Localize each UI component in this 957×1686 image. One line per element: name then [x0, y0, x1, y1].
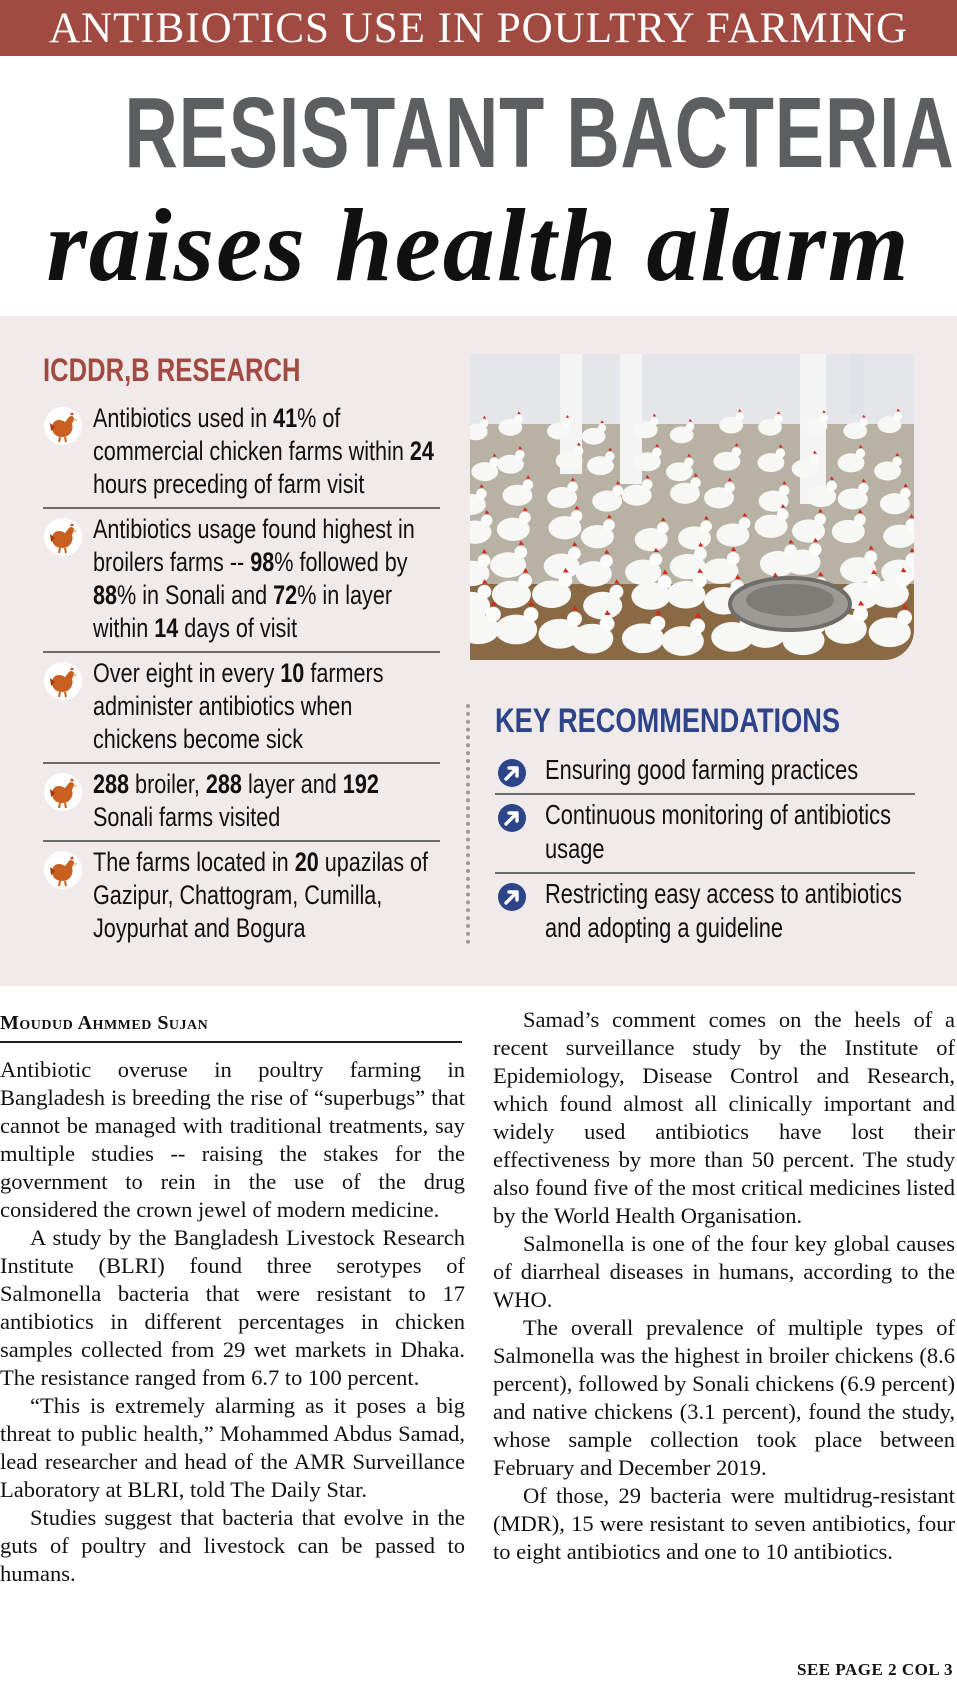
hen-icon: [43, 661, 83, 701]
research-figure: 288: [205, 769, 242, 799]
research-text-fragment: Sonali farms visited: [93, 802, 281, 832]
research-item-text: [93, 768, 437, 834]
research-figure: 192: [342, 769, 379, 799]
arrow-circle-icon: [497, 803, 527, 833]
research-text-fragment: % in Sonali and: [117, 580, 274, 610]
recommendations-title: KEY RECOMMENDATIONS: [495, 702, 841, 740]
research-text-fragment: % in layer within: [93, 580, 393, 643]
research-figure: 24: [409, 436, 434, 466]
kicker-banner: ANTIBIOTICS USE IN POULTRY FARMING: [0, 0, 957, 56]
research-text-fragment: The farms located in: [93, 847, 295, 877]
research-text-fragment: layer and: [241, 769, 343, 799]
research-item-text: [93, 657, 437, 756]
hen-icon: [43, 772, 83, 812]
article-paragraph: A study by the Bangladesh Livestock Research Institute (BLRI) found three serotypes of Salmonella bacteria that were resistant to 17 antibiotics in different percentages in chicken samples collected from 29 wet markets in Dhaka. The resistance ranged from 6.7 to 100 percent.: [0, 1225, 465, 1390]
byline: Moudud Ahmmed Sujan: [0, 1012, 462, 1043]
research-text-fragment: Antibiotics usage found highest in broilers farms --: [93, 514, 415, 577]
research-item: [43, 653, 440, 764]
article-paragraph: The overall prevalence of multiple types of Salmonella was the highest in broiler chickens (8.6 percent), followed by Sonali chickens (6.9 percent) and native chickens (3.1 percent), found the study, whose sample collection took place between February and December 2019.: [493, 1315, 955, 1480]
research-text-fragment: Antibiotics used in: [93, 403, 274, 433]
research-figure: 72: [273, 580, 298, 610]
research-text-fragment: % followed by: [274, 547, 408, 577]
research-figure: 98: [250, 547, 275, 577]
research-item: [43, 398, 440, 509]
research-figure: 20: [294, 847, 319, 877]
article-paragraph: Of those, 29 bacteria were multidrug-resistant (MDR), 15 were resistant to seven antibiotics, four to eight antibiotics and one to 10 antibiotics.: [493, 1483, 955, 1564]
panel-divider: [466, 704, 470, 944]
research-item-text: [93, 513, 437, 645]
research-list: [43, 398, 440, 951]
arrow-circle-icon: [497, 882, 527, 912]
article-column-right: [493, 1006, 955, 1566]
subheadline: raises health alarm: [46, 188, 911, 303]
research-item: [43, 764, 440, 842]
research-text-fragment: hours preceding of farm visit: [93, 469, 365, 499]
article-paragraph: “This is extremely alarming as it poses a big threat to public health,” Mohammed Abdus Samad, lead researcher and head of the AMR Surveillance Laboratory at BLRI, told The Daily Star.: [0, 1393, 465, 1502]
hen-icon: [43, 406, 83, 446]
poultry-farm-photo: [470, 354, 914, 660]
article-paragraph: Antibiotic overuse in poultry farming in Bangladesh is breeding the rise of “superbugs” that cannot be managed with traditional treatments, say multiple studies -- raising the stakes for the government to rein in the use of the drug considered the crown jewel of modern medicine.: [0, 1057, 465, 1222]
research-item-text: [93, 846, 437, 945]
recommendations-list: [495, 750, 915, 951]
recommendation-text: Ensuring good farming practices: [545, 754, 859, 785]
research-text-fragment: days of visit: [178, 613, 298, 643]
research-text-fragment: farmers administer antibiotics when chickens become sick: [93, 658, 384, 754]
recommendation-item: [495, 750, 915, 795]
research-figure: 88: [93, 580, 118, 610]
research-title: ICDDR,B RESEARCH: [43, 352, 301, 388]
article-paragraph: Salmonella is one of the four key global causes of diarrheal diseases in humans, according to the WHO.: [493, 1231, 955, 1312]
recommendation-text: Restricting easy access to antibiotics and adopting a guideline: [545, 878, 902, 943]
chickens-illustration: [470, 354, 914, 660]
article-paragraph: Studies suggest that bacteria that evolve in the guts of poultry and livestock can be passed to humans.: [0, 1505, 465, 1586]
continuation-note: SEE PAGE 2 COL 3: [797, 1660, 953, 1679]
research-item: [43, 842, 440, 951]
research-figure: 288: [93, 769, 130, 799]
arrow-circle-icon: [497, 758, 527, 788]
research-item: [43, 509, 440, 653]
recommendation-item: [495, 874, 915, 951]
hen-icon: [43, 850, 83, 890]
research-text-fragment: broiler,: [129, 769, 206, 799]
research-item-text: [93, 402, 437, 501]
recommendation-item: [495, 795, 915, 874]
research-text-fragment: % of commercial chicken farms within: [93, 403, 410, 466]
research-figure: 14: [154, 613, 179, 643]
hen-icon: [43, 517, 83, 557]
article-paragraph: Samad’s comment comes on the heels of a recent surveillance study by the Institute of Epidemiology, Disease Control and Research, which found almost all clinically important and widely used antibiotics have lost their effectiveness by more than 50 percent. The study also found five of the most critical medicines listed by the World Health Organisation.: [493, 1007, 955, 1228]
research-text-fragment: Over eight in every: [93, 658, 281, 688]
article-column-left: [0, 1056, 465, 1588]
recommendation-text: Continuous monitoring of antibiotics usage: [545, 799, 892, 864]
research-figure: 10: [280, 658, 305, 688]
research-text-fragment: upazilas of Gazipur, Chattogram, Cumilla, Joypurhat and Bogura: [93, 847, 429, 943]
headline: RESISTANT BACTERIA: [124, 77, 955, 189]
research-figure: 41: [273, 403, 298, 433]
infographic-panel: [0, 316, 957, 986]
